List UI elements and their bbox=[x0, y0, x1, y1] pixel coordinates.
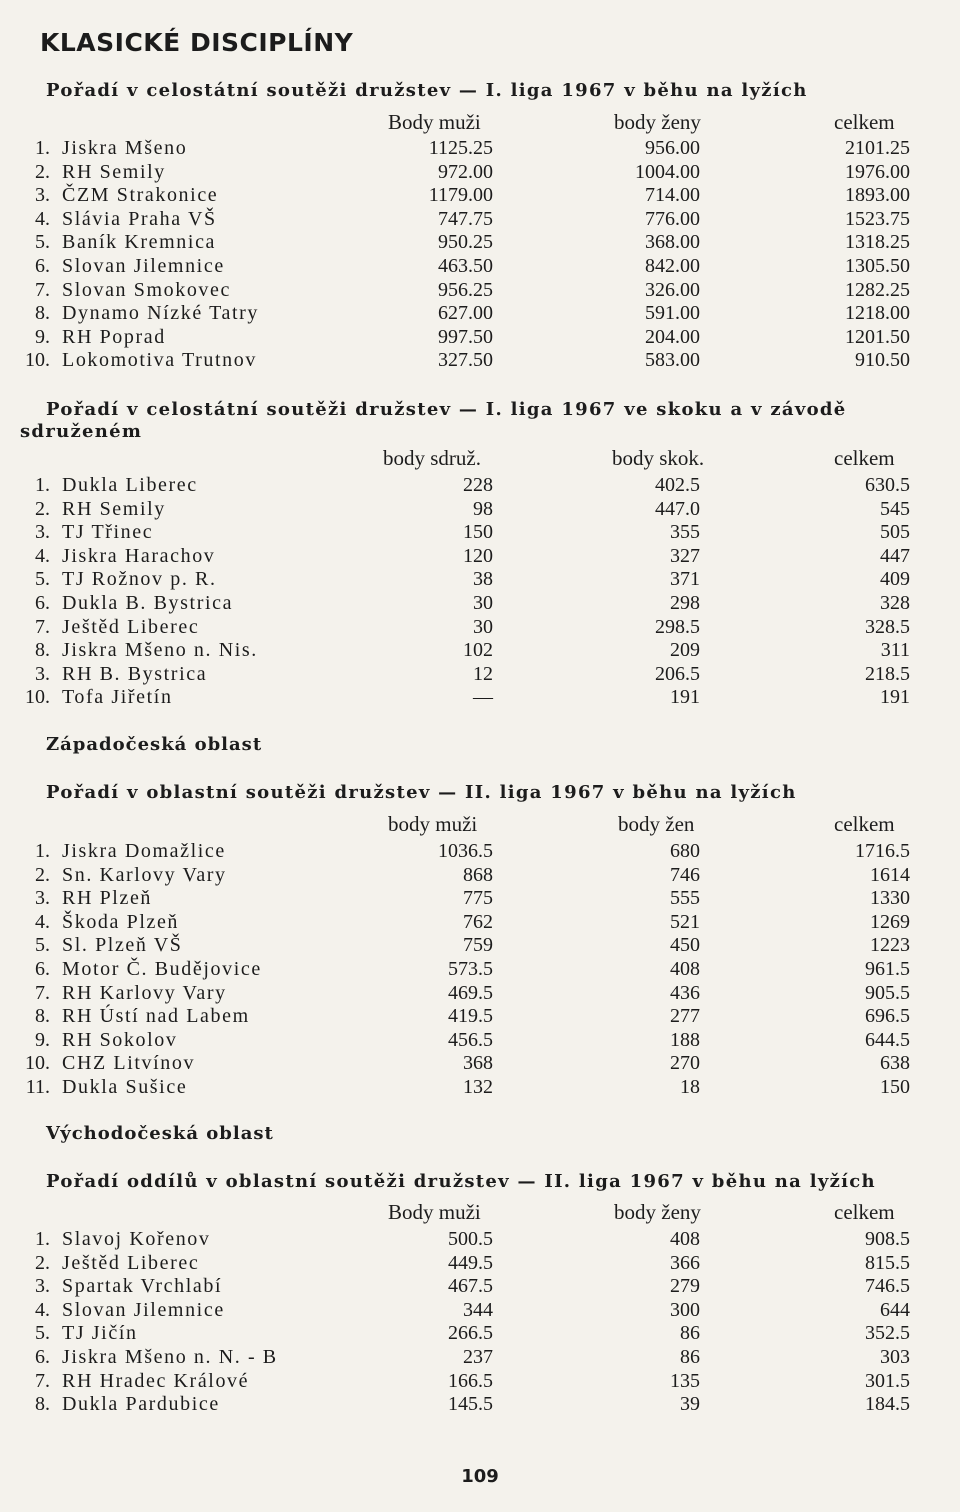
table-row bbox=[0, 568, 960, 592]
page-number: 109 bbox=[461, 1466, 499, 1487]
value-col-3: 1218.00 bbox=[845, 302, 910, 325]
value-col-2: 371 bbox=[670, 568, 700, 591]
value-col-3: 545 bbox=[880, 497, 910, 520]
table-row bbox=[0, 184, 960, 208]
rank-cell: 4. bbox=[35, 207, 50, 230]
value-col-3: 328.5 bbox=[865, 615, 910, 638]
value-col-1: 868 bbox=[463, 863, 493, 886]
section-4-col-2: body ženy bbox=[614, 1200, 701, 1224]
team-name: Slovan Jilemnice bbox=[62, 254, 225, 277]
team-name: Spartak Vrchlabí bbox=[62, 1275, 223, 1298]
value-col-1: 469.5 bbox=[448, 981, 493, 1004]
table-row bbox=[0, 1275, 960, 1299]
value-col-3: 638 bbox=[880, 1052, 910, 1075]
value-col-2: 39 bbox=[680, 1393, 700, 1416]
rank-cell: 9. bbox=[35, 1028, 50, 1051]
section-2-col-3: celkem bbox=[834, 446, 895, 470]
value-col-3: 815.5 bbox=[865, 1251, 910, 1274]
team-name: TJ Třinec bbox=[62, 521, 154, 544]
team-name: Dynamo Nízké Tatry bbox=[62, 302, 259, 325]
value-col-2: 366 bbox=[670, 1251, 700, 1274]
value-col-2: 408 bbox=[670, 1228, 700, 1250]
value-col-2: 191 bbox=[670, 686, 700, 709]
table-row bbox=[0, 934, 960, 958]
page-title: KLASICKÉ DISCIPLÍNY bbox=[40, 28, 354, 57]
value-col-2: 521 bbox=[670, 910, 700, 933]
rank-cell: 4. bbox=[35, 1298, 50, 1321]
team-name: Slovan Smokovec bbox=[62, 278, 231, 301]
table-row bbox=[0, 887, 960, 911]
value-col-3: 1282.25 bbox=[845, 278, 910, 301]
rank-cell: 2. bbox=[35, 863, 50, 886]
team-name: Sn. Karlovy Vary bbox=[62, 863, 227, 886]
value-col-2: 135 bbox=[670, 1369, 700, 1392]
section-3-heading: Pořadí v oblastní soutěži družstev — II. liga 1967 v běhu na lyžích bbox=[46, 782, 797, 803]
rank-cell: 3. bbox=[35, 887, 50, 910]
value-col-1: 166.5 bbox=[448, 1369, 493, 1392]
rank-cell: 2. bbox=[35, 1251, 50, 1274]
table-row bbox=[0, 1370, 960, 1394]
section-2-col-2: body skok. bbox=[612, 446, 705, 470]
rank-cell: 8. bbox=[35, 1005, 50, 1028]
table-row bbox=[0, 474, 960, 498]
team-name: Dukla B. Bystrica bbox=[62, 591, 234, 614]
value-col-1: 573.5 bbox=[448, 957, 493, 980]
rank-cell: 4. bbox=[35, 910, 50, 933]
value-col-1: 627.00 bbox=[438, 302, 493, 325]
section-4-heading: Pořadí oddílů v oblastní soutěži družstev — II. liga 1967 v běhu na lyžích bbox=[46, 1171, 876, 1192]
value-col-3: 746.5 bbox=[865, 1275, 910, 1298]
value-col-3: 1305.50 bbox=[845, 254, 910, 277]
team-name: Ještěd Liberec bbox=[62, 615, 200, 638]
value-col-1: 150 bbox=[463, 521, 493, 544]
value-col-2: 327 bbox=[670, 544, 700, 567]
section-4-table bbox=[0, 1228, 960, 1417]
value-col-2: 298 bbox=[670, 591, 700, 614]
rank-cell: 7. bbox=[35, 615, 50, 638]
rank-cell: 6. bbox=[35, 957, 50, 980]
value-col-3: 1893.00 bbox=[845, 184, 910, 207]
value-col-1: 419.5 bbox=[448, 1005, 493, 1028]
value-col-1: 775 bbox=[463, 887, 493, 910]
table-row bbox=[0, 1252, 960, 1276]
table-row bbox=[0, 545, 960, 569]
value-col-3: 1330 bbox=[870, 887, 910, 910]
table-row bbox=[0, 1052, 960, 1076]
table-row bbox=[0, 911, 960, 935]
table-row bbox=[0, 231, 960, 255]
value-col-3: 1201.50 bbox=[845, 325, 910, 348]
table-row bbox=[0, 1005, 960, 1029]
value-col-1: 1036.5 bbox=[438, 840, 493, 862]
value-col-3: 630.5 bbox=[865, 474, 910, 496]
value-col-1: 344 bbox=[463, 1298, 493, 1321]
value-col-3: 908.5 bbox=[865, 1228, 910, 1250]
value-col-1: 237 bbox=[463, 1345, 493, 1368]
section-2-table bbox=[0, 474, 960, 710]
team-name: Ještěd Liberec bbox=[62, 1251, 200, 1274]
rank-cell: 6. bbox=[35, 254, 50, 277]
value-col-1: 30 bbox=[473, 615, 493, 638]
value-col-1: 449.5 bbox=[448, 1251, 493, 1274]
value-col-3: 311 bbox=[880, 639, 910, 662]
value-col-3: 150 bbox=[880, 1075, 910, 1098]
value-col-2: 583.00 bbox=[645, 349, 700, 372]
table-row bbox=[0, 208, 960, 232]
team-name: Baník Kremnica bbox=[62, 231, 217, 254]
value-col-2: 776.00 bbox=[645, 207, 700, 230]
value-col-1: 12 bbox=[473, 662, 493, 685]
team-name: Jiskra Mšeno n. Nis. bbox=[62, 639, 258, 662]
team-name: Lokomotiva Trutnov bbox=[62, 349, 257, 372]
team-name: RH Sokolov bbox=[62, 1028, 178, 1051]
table-row bbox=[0, 1228, 960, 1252]
table-row bbox=[0, 1346, 960, 1370]
rank-cell: 7. bbox=[35, 981, 50, 1004]
value-col-1: 145.5 bbox=[448, 1393, 493, 1416]
team-name: Jiskra Mšeno n. N. - B bbox=[62, 1345, 278, 1368]
value-col-2: 277 bbox=[670, 1005, 700, 1028]
section-3-table bbox=[0, 840, 960, 1100]
value-col-3: 184.5 bbox=[865, 1393, 910, 1416]
value-col-2: 447.0 bbox=[655, 497, 700, 520]
rank-cell: 2. bbox=[35, 497, 50, 520]
rank-cell: 7. bbox=[35, 1369, 50, 1392]
value-col-2: 368.00 bbox=[645, 231, 700, 254]
rank-cell: 3. bbox=[35, 184, 50, 207]
rank-cell: 3. bbox=[35, 1275, 50, 1298]
value-col-2: 355 bbox=[670, 521, 700, 544]
value-col-3: 409 bbox=[880, 568, 910, 591]
value-col-2: 206.5 bbox=[655, 662, 700, 685]
table-row bbox=[0, 137, 960, 161]
value-col-1: 950.25 bbox=[438, 231, 493, 254]
rank-cell: 7. bbox=[35, 278, 50, 301]
section-1-table bbox=[0, 137, 960, 373]
team-name: RH Semily bbox=[62, 497, 166, 520]
table-row bbox=[0, 498, 960, 522]
value-col-3: 303 bbox=[880, 1345, 910, 1368]
table-row bbox=[0, 840, 960, 864]
value-col-2: 450 bbox=[670, 934, 700, 957]
value-col-3: 910.50 bbox=[855, 349, 910, 372]
section-3-col-1: body muži bbox=[388, 812, 478, 836]
value-col-3: 328 bbox=[880, 591, 910, 614]
team-name: Škoda Plzeň bbox=[62, 910, 180, 933]
value-col-2: 326.00 bbox=[645, 278, 700, 301]
value-col-1: — bbox=[473, 686, 493, 709]
value-col-3: 644.5 bbox=[865, 1028, 910, 1051]
rank-cell: 5. bbox=[35, 1322, 50, 1345]
value-col-3: 218.5 bbox=[865, 662, 910, 685]
section-4-col-3: celkem bbox=[834, 1200, 895, 1224]
team-name: RH Semily bbox=[62, 160, 166, 183]
section-3-col-3: celkem bbox=[834, 812, 895, 836]
value-col-2: 842.00 bbox=[645, 254, 700, 277]
table-row bbox=[0, 521, 960, 545]
value-col-3: 1223 bbox=[870, 934, 910, 957]
team-name: RH Ústí nad Labem bbox=[62, 1005, 250, 1028]
team-name: RH B. Bystrica bbox=[62, 662, 208, 685]
value-col-1: 120 bbox=[463, 544, 493, 567]
team-name: Jiskra Mšeno bbox=[62, 137, 188, 159]
value-col-2: 746 bbox=[670, 863, 700, 886]
section-3-col-2: body žen bbox=[618, 812, 695, 836]
rank-cell: 6. bbox=[35, 1345, 50, 1368]
section-4-region: Východočeská oblast bbox=[46, 1123, 274, 1144]
value-col-2: 209 bbox=[670, 639, 700, 662]
team-name: Motor Č. Budějovice bbox=[62, 957, 262, 980]
value-col-1: 38 bbox=[473, 568, 493, 591]
team-name: CHZ Litvínov bbox=[62, 1052, 196, 1075]
value-col-2: 555 bbox=[670, 887, 700, 910]
table-row bbox=[0, 161, 960, 185]
team-name: Jiskra Domažlice bbox=[62, 840, 226, 862]
value-col-2: 1004.00 bbox=[635, 160, 700, 183]
value-col-1: 747.75 bbox=[438, 207, 493, 230]
value-col-1: 102 bbox=[463, 639, 493, 662]
value-col-1: 368 bbox=[463, 1052, 493, 1075]
team-name: Tofa Jiřetín bbox=[62, 686, 173, 709]
value-col-3: 1716.5 bbox=[855, 840, 910, 862]
value-col-2: 714.00 bbox=[645, 184, 700, 207]
value-col-2: 436 bbox=[670, 981, 700, 1004]
team-name: TJ Rožnov p. R. bbox=[62, 568, 217, 591]
rank-cell: 1. bbox=[35, 1228, 50, 1250]
team-name: RH Hradec Králové bbox=[62, 1369, 250, 1392]
table-row bbox=[0, 326, 960, 350]
value-col-3: 1318.25 bbox=[845, 231, 910, 254]
section-1-col-2: body ženy bbox=[614, 110, 701, 134]
rank-cell: 1. bbox=[35, 474, 50, 496]
team-name: TJ Jičín bbox=[62, 1322, 138, 1345]
section-4-col-1: Body muži bbox=[388, 1200, 481, 1224]
section-1-heading: Pořadí v celostátní soutěži družstev — I. liga 1967 v běhu na lyžích bbox=[46, 80, 808, 101]
value-col-2: 270 bbox=[670, 1052, 700, 1075]
rank-cell: 3. bbox=[35, 521, 50, 544]
team-name: Sl. Plzeň VŠ bbox=[62, 934, 183, 957]
table-row bbox=[0, 302, 960, 326]
value-col-2: 204.00 bbox=[645, 325, 700, 348]
value-col-1: 456.5 bbox=[448, 1028, 493, 1051]
rank-cell: 8. bbox=[35, 1393, 50, 1416]
section-2-col-1: body sdruž. bbox=[383, 446, 481, 470]
table-row bbox=[0, 982, 960, 1006]
section-3-region: Západočeská oblast bbox=[46, 734, 263, 755]
value-col-3: 905.5 bbox=[865, 981, 910, 1004]
table-row bbox=[0, 1393, 960, 1417]
value-col-2: 956.00 bbox=[645, 137, 700, 159]
table-row bbox=[0, 616, 960, 640]
team-name: ČZM Strakonice bbox=[62, 184, 219, 207]
value-col-3: 352.5 bbox=[865, 1322, 910, 1345]
rank-cell: 1. bbox=[35, 840, 50, 862]
value-col-1: 759 bbox=[463, 934, 493, 957]
value-col-1: 98 bbox=[473, 497, 493, 520]
rank-cell: 2. bbox=[35, 160, 50, 183]
value-col-1: 1125.25 bbox=[428, 137, 493, 159]
rank-cell: 8. bbox=[35, 639, 50, 662]
value-col-3: 505 bbox=[880, 521, 910, 544]
table-row bbox=[0, 639, 960, 663]
value-col-3: 1614 bbox=[870, 863, 910, 886]
value-col-3: 447 bbox=[880, 544, 910, 567]
team-name: Slovan Jilemnice bbox=[62, 1298, 225, 1321]
value-col-2: 279 bbox=[670, 1275, 700, 1298]
value-col-3: 644 bbox=[880, 1298, 910, 1321]
team-name: Dukla Pardubice bbox=[62, 1393, 220, 1416]
value-col-1: 327.50 bbox=[438, 349, 493, 372]
value-col-2: 86 bbox=[680, 1322, 700, 1345]
rank-cell: 10. bbox=[25, 1052, 50, 1075]
rank-cell: 10. bbox=[25, 349, 50, 372]
value-col-2: 86 bbox=[680, 1345, 700, 1368]
table-row bbox=[0, 686, 960, 710]
value-col-2: 300 bbox=[670, 1298, 700, 1321]
rank-cell: 8. bbox=[35, 302, 50, 325]
table-row bbox=[0, 1029, 960, 1053]
rank-cell: 1. bbox=[35, 137, 50, 159]
value-col-3: 961.5 bbox=[865, 957, 910, 980]
value-col-1: 228 bbox=[463, 474, 493, 496]
value-col-2: 298.5 bbox=[655, 615, 700, 638]
table-row bbox=[0, 255, 960, 279]
value-col-2: 188 bbox=[670, 1028, 700, 1051]
table-row bbox=[0, 592, 960, 616]
rank-cell: 11. bbox=[25, 1075, 50, 1098]
table-row bbox=[0, 864, 960, 888]
table-row bbox=[0, 349, 960, 373]
value-col-3: 696.5 bbox=[865, 1005, 910, 1028]
value-col-2: 402.5 bbox=[655, 474, 700, 496]
value-col-3: 191 bbox=[880, 686, 910, 709]
team-name: RH Poprad bbox=[62, 325, 166, 348]
value-col-1: 956.25 bbox=[438, 278, 493, 301]
rank-cell: 3. bbox=[35, 662, 50, 685]
team-name: RH Plzeň bbox=[62, 887, 153, 910]
value-col-2: 18 bbox=[680, 1075, 700, 1098]
value-col-1: 266.5 bbox=[448, 1322, 493, 1345]
team-name: Dukla Liberec bbox=[62, 474, 198, 496]
value-col-3: 1269 bbox=[870, 910, 910, 933]
team-name: Dukla Sušice bbox=[62, 1075, 188, 1098]
value-col-1: 762 bbox=[463, 910, 493, 933]
rank-cell: 5. bbox=[35, 231, 50, 254]
rank-cell: 4. bbox=[35, 544, 50, 567]
section-1-col-3: celkem bbox=[834, 110, 895, 134]
table-row bbox=[0, 1076, 960, 1100]
value-col-3: 301.5 bbox=[865, 1369, 910, 1392]
table-row bbox=[0, 1322, 960, 1346]
value-col-2: 591.00 bbox=[645, 302, 700, 325]
value-col-1: 500.5 bbox=[448, 1228, 493, 1250]
rank-cell: 6. bbox=[35, 591, 50, 614]
value-col-3: 1523.75 bbox=[845, 207, 910, 230]
value-col-1: 972.00 bbox=[438, 160, 493, 183]
rank-cell: 5. bbox=[35, 568, 50, 591]
section-2-heading: Pořadí v celostátní soutěži družstev — I. liga 1967 ve skoku a v závodě sdruženém bbox=[20, 399, 847, 442]
value-col-1: 132 bbox=[463, 1075, 493, 1098]
value-col-3: 2101.25 bbox=[845, 137, 910, 159]
value-col-3: 1976.00 bbox=[845, 160, 910, 183]
team-name: Slávia Praha VŠ bbox=[62, 207, 217, 230]
value-col-1: 467.5 bbox=[448, 1275, 493, 1298]
section-1-col-1: Body muži bbox=[388, 110, 481, 134]
team-name: RH Karlovy Vary bbox=[62, 981, 227, 1004]
value-col-1: 1179.00 bbox=[428, 184, 493, 207]
team-name: Slavoj Kořenov bbox=[62, 1228, 211, 1250]
table-row bbox=[0, 663, 960, 687]
value-col-2: 408 bbox=[670, 957, 700, 980]
value-col-1: 997.50 bbox=[438, 325, 493, 348]
table-row bbox=[0, 1299, 960, 1323]
rank-cell: 9. bbox=[35, 325, 50, 348]
table-row bbox=[0, 279, 960, 303]
rank-cell: 10. bbox=[25, 686, 50, 709]
value-col-1: 30 bbox=[473, 591, 493, 614]
team-name: Jiskra Harachov bbox=[62, 544, 216, 567]
rank-cell: 5. bbox=[35, 934, 50, 957]
value-col-2: 680 bbox=[670, 840, 700, 862]
table-row bbox=[0, 958, 960, 982]
value-col-1: 463.50 bbox=[438, 254, 493, 277]
